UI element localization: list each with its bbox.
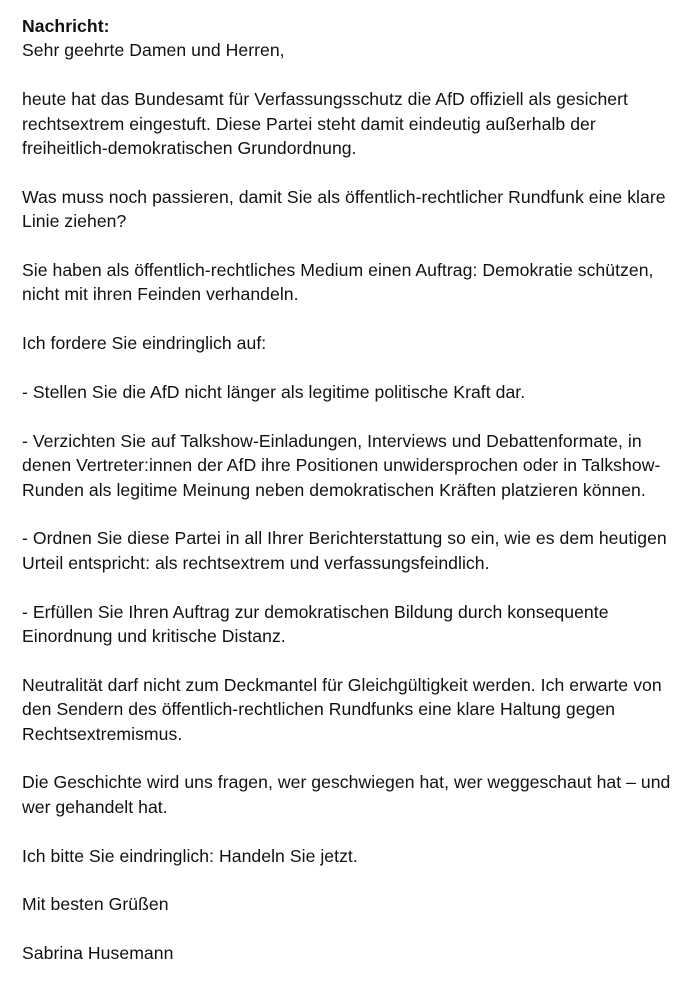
salutation: Sehr geehrte Damen und Herren,: [22, 40, 285, 61]
paragraph-mandate: Sie haben als öffentlich-rechtliches Medium einen Auftrag: Demokratie schützen, nicht mit ihren Feinden verhandeln.: [22, 260, 654, 305]
demand-item-2: - Verzichten Sie auf Talkshow-Einladungen, Interviews und Debattenformate, in denen Vertreter:innen der AfD ihre Positionen unwidersprochen oder in Talkshow-Runden als legitime Meinung neben demokratischen Kräften platzieren können.: [22, 430, 661, 500]
demand-item-1: - Stellen Sie die AfD nicht länger als legitime politische Kraft dar.: [22, 382, 526, 403]
signature: Sabrina Husemann: [22, 943, 174, 964]
demand-item-3: - Ordnen Sie diese Partei in all Ihrer Berichterstattung so ein, wie es dem heutigen Urteil entspricht: als rechtsextrem und verfassungsfeindlich.: [22, 528, 667, 573]
message-body: [22, 14, 672, 966]
demand-item-4: - Erfüllen Sie Ihren Auftrag zur demokratischen Bildung durch konsequente Einordnung und kritische Distanz.: [22, 601, 609, 647]
closing: Mit besten Grüßen: [22, 894, 169, 915]
paragraph-history: Die Geschichte wird uns fragen, wer geschwiegen hat, wer weggeschaut hat – und wer gehandelt hat.: [22, 772, 671, 817]
paragraph-question: Was muss noch passieren, damit Sie als öffentlich-rechtlicher Rundfunk eine klare Linie ziehen?: [22, 186, 666, 232]
paragraph-neutrality: Neutralität darf nicht zum Deckmantel für Gleichgültigkeit werden. Ich erwarte von den Sendern des öffentlich-rechtlichen Rundfunks eine klare Haltung gegen Rechtsextremismus.: [22, 674, 662, 744]
paragraph-demand-intro: Ich fordere Sie eindringlich auf:: [22, 333, 267, 354]
message-label: Nachricht:: [22, 16, 110, 36]
paragraph-intro: heute hat das Bundesamt für Verfassungsschutz die AfD offiziell als gesichert rechtsextrem eingestuft. Diese Partei steht damit eindeutig außerhalb der freiheitlich-demokratischen Grundordnung.: [22, 89, 628, 159]
paragraph-appeal: Ich bitte Sie eindringlich: Handeln Sie jetzt.: [22, 845, 358, 866]
